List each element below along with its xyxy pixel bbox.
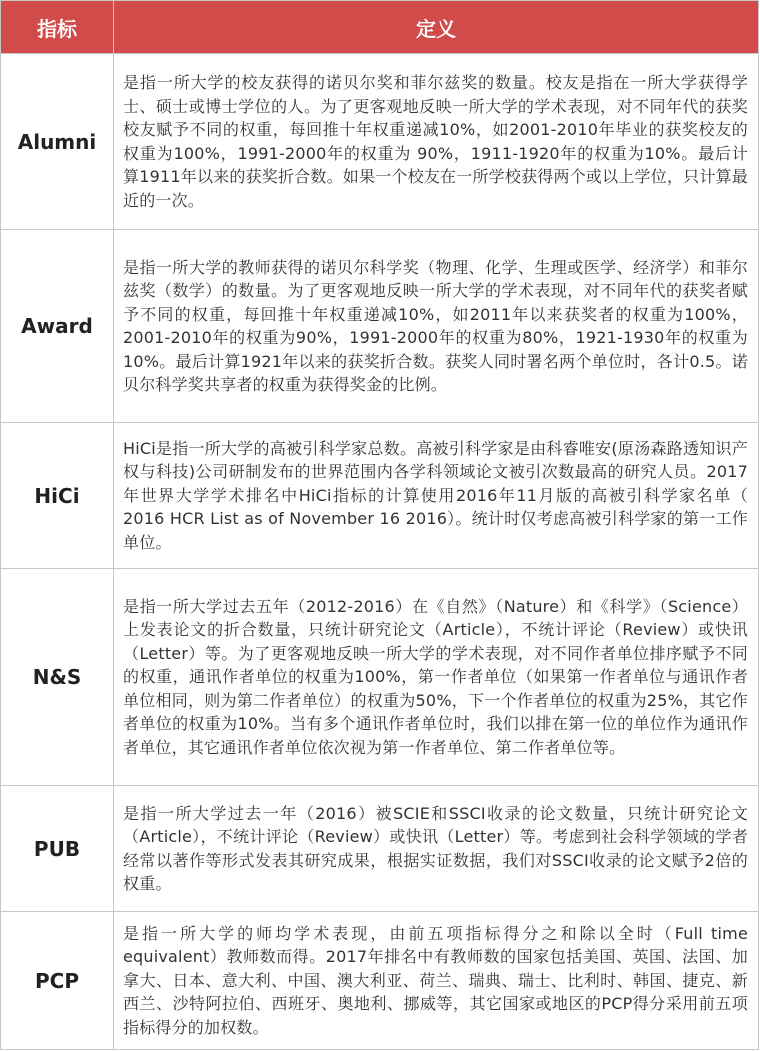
header-indicator: 指标 (1, 1, 114, 54)
table-row-pcp (1, 912, 759, 1050)
table-row-ns (1, 569, 759, 786)
indicator-name: Alumni (1, 54, 114, 230)
table-row-award (1, 230, 759, 423)
indicator-name: N&S (1, 569, 114, 786)
table-header (1, 1, 759, 54)
indicator-definition: HiCi是指一所大学的高被引科学家总数。高被引科学家是由科睿唯安(原汤森路透知识产权与科技)公司研制发布的世界范围内各学科领域论文被引次数最高的研究人员。2017年世界大学学术排名中HiCi指标的计算使用2016年11月版的高被引科学家名单（ 2016 HCR List as of November 16 2016）。统计时仅考虑高被引科学家的第一工作单位。 (114, 423, 759, 569)
table-row-alumni (1, 54, 759, 230)
header-row (1, 1, 759, 54)
indicator-name: Award (1, 230, 114, 423)
indicator-name: PCP (1, 912, 114, 1050)
table-row-pub (1, 786, 759, 912)
indicator-definition: 是指一所大学的师均学术表现，由前五项指标得分之和除以全时（Full time equivalent）教师数而得。2017年排名中有教师数的国家包括美国、英国、法国、加拿大、日本、意大利、中国、澳大利亚、荷兰、瑞典、瑞士、比利时、韩国、捷克、新西兰、沙特阿拉伯、西班牙、奥地利、挪威等，其它国家或地区的PCP得分采用前五项指标得分的加权数。 (114, 912, 759, 1050)
indicator-definition: 是指一所大学的校友获得的诺贝尔奖和菲尔兹奖的数量。校友是指在一所大学获得学士、硕士或博士学位的人。为了更客观地反映一所大学的学术表现，对不同年代的获奖校友赋予不同的权重，每回推十年权重递减10%，如2001-2010年毕业的获奖校友的权重为100%，1991-2000年的权重为 90%，1911-1920年的权重为10%。最后计算1911年以来的获奖折合数。如果一个校友在一所学校获得两个或以上学位，只计算最近的一次。 (114, 54, 759, 230)
header-definition: 定义 (114, 1, 759, 54)
indicator-name: PUB (1, 786, 114, 912)
table-row-hici (1, 423, 759, 569)
table-body (1, 54, 759, 1050)
indicator-definition: 是指一所大学过去五年（2012-2016）在《自然》（Nature）和《科学》（Science）上发表论文的折合数量，只统计研究论文（Article），不统计评论（Review）或快讯（Letter）等。为了更客观地反映一所大学的学术表现，对不同作者单位排序赋予不同的权重，通讯作者单位的权重为100%，第一作者单位（如果第一作者单位与通讯作者单位相同，则为第二作者单位）的权重为50%，下一个作者单位的权重为25%，其它作者单位的权重为10%。当有多个通讯作者单位时，我们以排在第一位的单位作为通讯作者单位，其它通讯作者单位依次视为第一作者单位、第二作者单位等。 (114, 569, 759, 786)
indicator-name: HiCi (1, 423, 114, 569)
indicator-definition: 是指一所大学的教师获得的诺贝尔科学奖（物理、化学、生理或医学、经济学）和菲尔兹奖（数学）的数量。为了更客观地反映一所大学的学术表现，对不同年代的获奖者赋予不同的权重，每回推十年权重递减10%，如2011年以来获奖者的权重为100%，2001-2010年的权重为90%，1991-2000年的权重为80%，1921-1930年的权重为10%。最后计算1921年以来的获奖折合数。获奖人同时署名两个单位时，各计0.5。诺贝尔科学奖共享者的权重为获得奖金的比例。 (114, 230, 759, 423)
indicator-definition: 是指一所大学过去一年（2016）被SCIE和SSCI收录的论文数量，只统计研究论文（Article），不统计评论（Review）或快讯（Letter）等。考虑到社会科学领域的学者经常以著作等形式发表其研究成果，根据实证数据，我们对SSCI收录的论文赋予2倍的权重。 (114, 786, 759, 912)
